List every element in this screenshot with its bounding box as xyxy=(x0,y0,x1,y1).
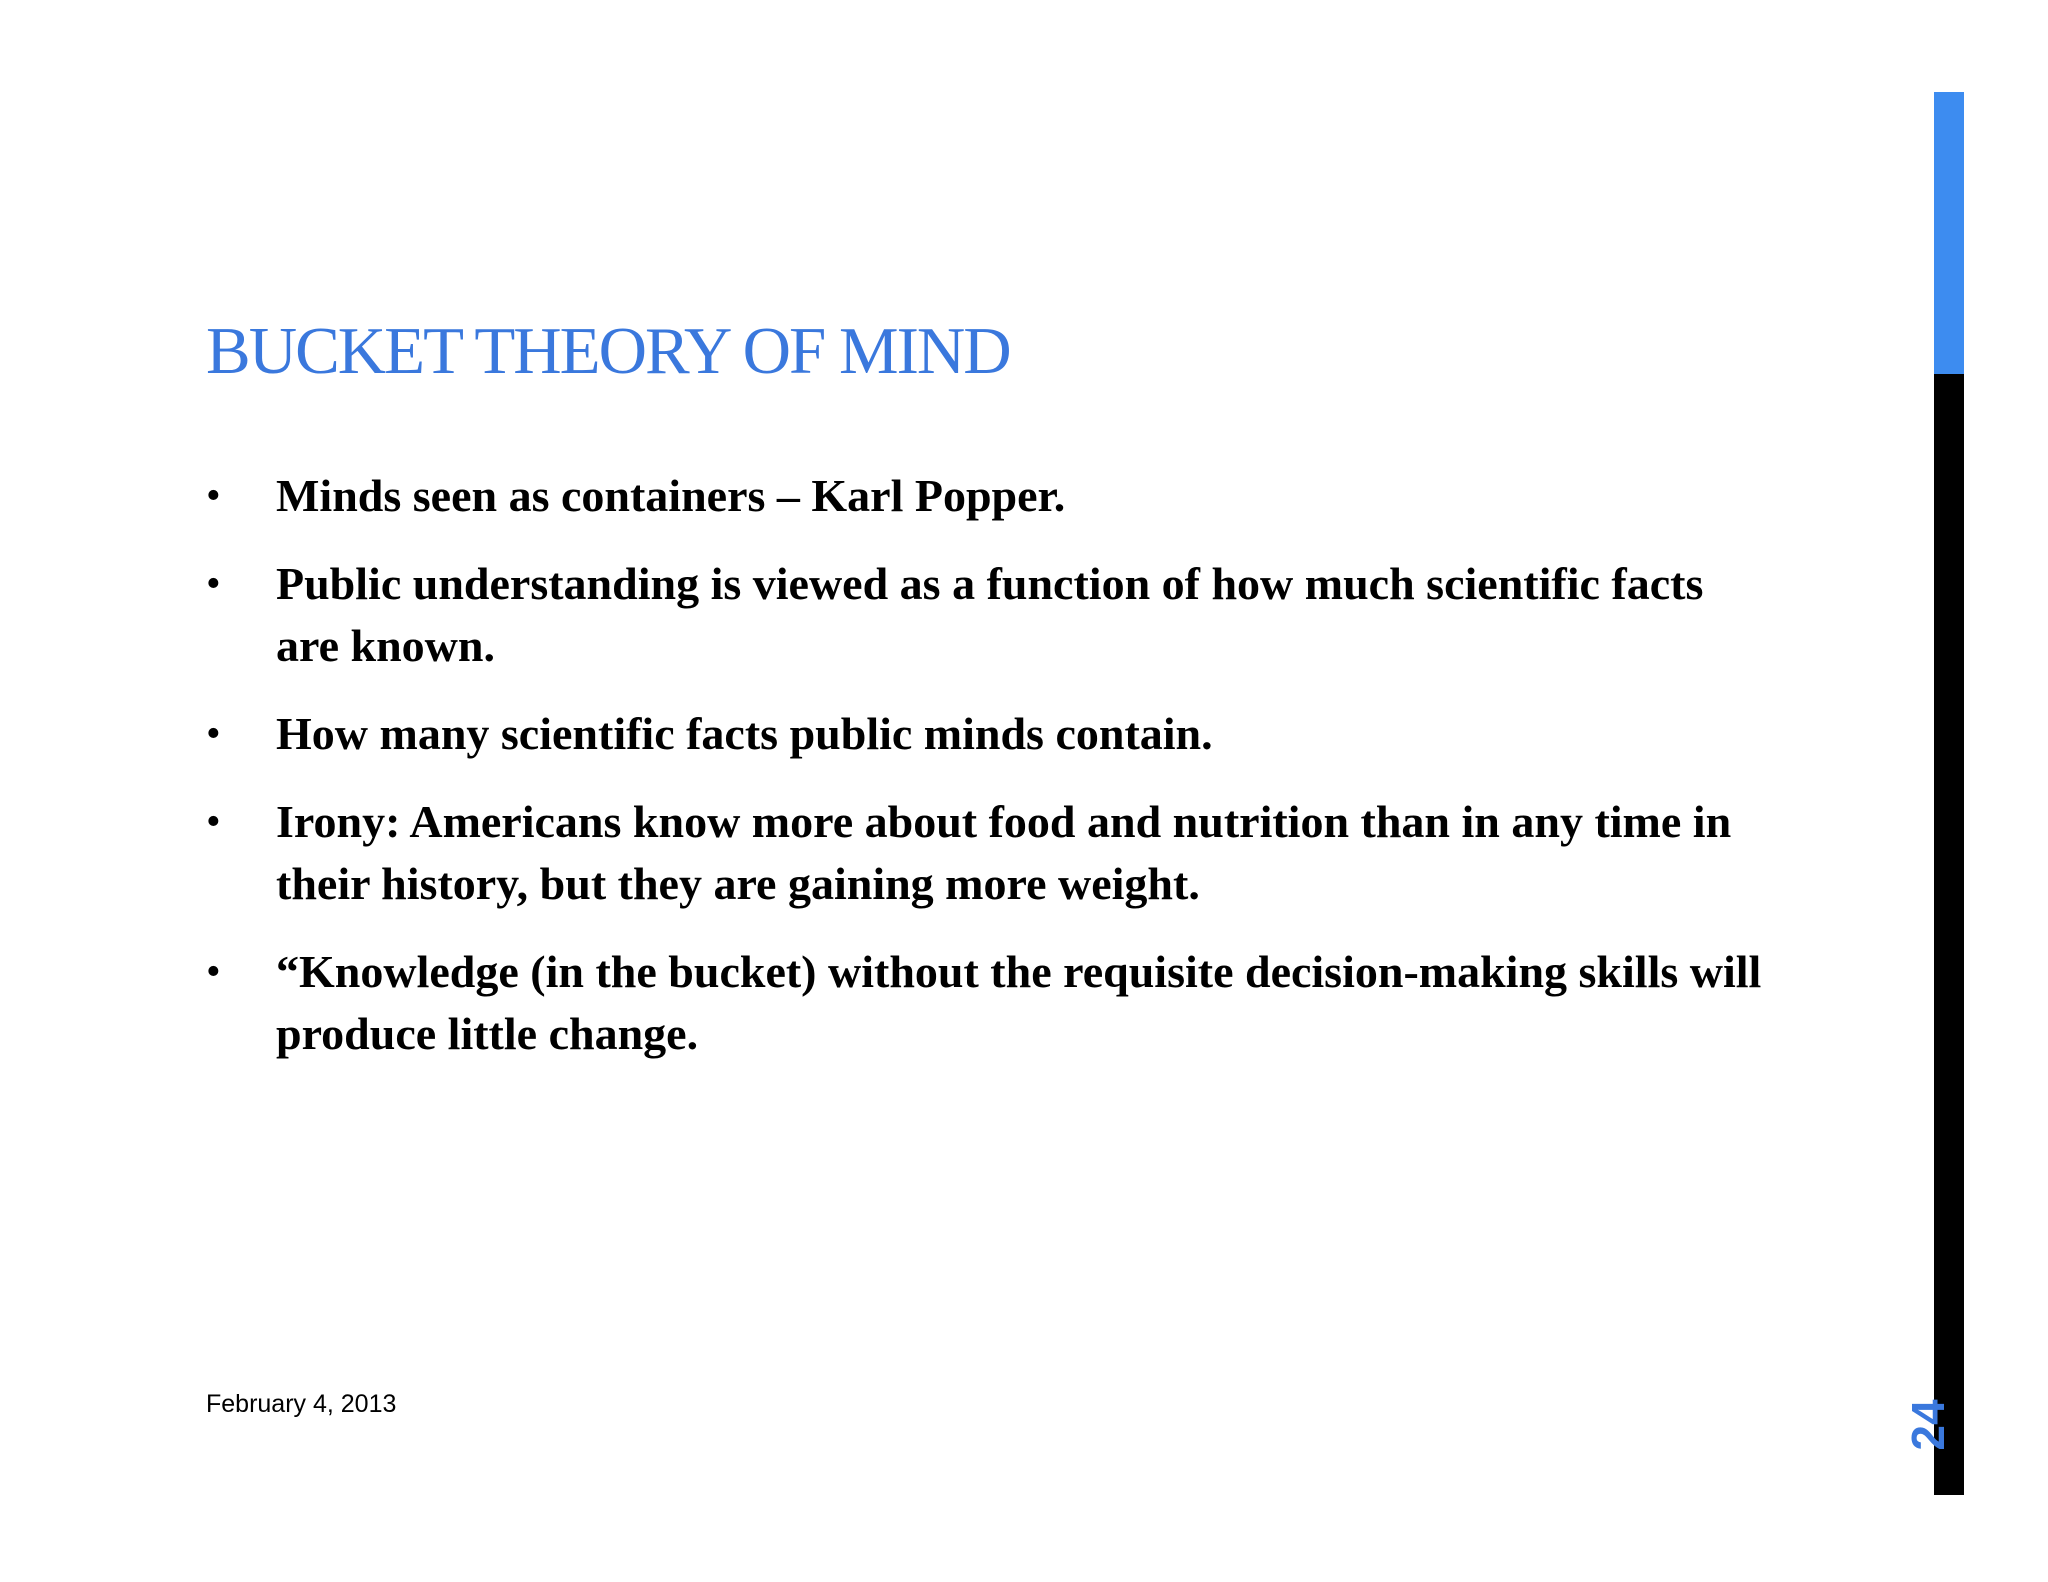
bullet-marker-icon: • xyxy=(206,799,221,845)
bullet-item xyxy=(206,703,1766,765)
bullet-text: Public understanding is viewed as a function of how much scientific facts are known. xyxy=(276,558,1704,671)
bullet-item xyxy=(206,941,1766,1065)
slide-title: BUCKET THEORY OF MIND xyxy=(206,314,1010,388)
page-number: 24 xyxy=(1902,1399,1954,1451)
slide-date: February 4, 2013 xyxy=(206,1390,397,1418)
bullet-list xyxy=(206,465,1766,1091)
bullet-text: How many scientific facts public minds contain. xyxy=(276,708,1213,759)
bullet-text: “Knowledge (in the bucket) without the requisite decision-making skills will produce little change. xyxy=(276,946,1762,1059)
side-bar xyxy=(1934,92,1964,1495)
bullet-text: Irony: Americans know more about food and nutrition than in any time in their history, but they are gaining more weight. xyxy=(276,796,1732,909)
bullet-marker-icon: • xyxy=(206,949,221,995)
bullet-item xyxy=(206,553,1766,677)
bullet-marker-icon: • xyxy=(206,561,221,607)
side-bar-accent xyxy=(1934,92,1964,374)
bullet-marker-icon: • xyxy=(206,473,221,519)
bullet-marker-icon: • xyxy=(206,711,221,757)
bullet-item xyxy=(206,791,1766,915)
bullet-text: Minds seen as containers – Karl Popper. xyxy=(276,470,1066,521)
bullet-item xyxy=(206,465,1766,527)
